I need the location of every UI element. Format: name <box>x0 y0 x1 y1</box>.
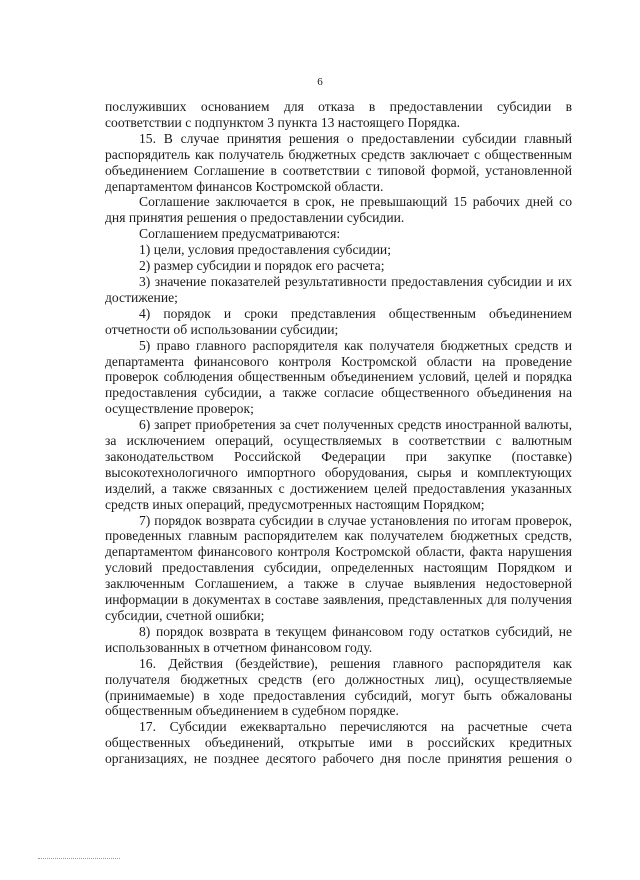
paragraph-item-15: 15. В случае принятия решения о предоставлении субсидии главный распорядитель как получатель бюджетных средств заключает с общественным объединением Соглашение в соответствии с типовой формой, установленной департаментом финансов Костромской области. <box>105 130 572 194</box>
paragraph-item-17: 17. Субсидии ежеквартально перечисляются на расчетные счета общественных объединений, открытые ими в российских кредитных организациях, не позднее десятого рабочего дня после принятия решения о <box>105 719 572 767</box>
list-item-5: 5) право главного распорядителя как получателя бюджетных средств и департамента финансового контроля Костромской области на проведение проверок соблюдения общественным объединением условий, целей и порядка предоставления субсидии, а также согласие общественного объединения на осуществление проверок; <box>105 337 572 417</box>
footer-divider <box>38 858 120 859</box>
list-item-7: 7) порядок возврата субсидии в случае установления по итогам проверок, проведенных главным распорядителем как получателем бюджетных средств, департаментом финансового контроля Костромской области, факта нарушения условий предоставления субсидии, определенных настоящим Порядком и заключенным Соглашением, а также в случае выявления недостоверной информации в документах в составе заявления, представленных для получения субсидии, счетной ошибки; <box>105 512 572 623</box>
paragraph-agreement-provisions: Соглашением предусматриваются: <box>139 226 341 242</box>
page-number: 6 <box>317 76 323 88</box>
list-item-3: 3) значение показателей результативности предоставления субсидии и их достижение; <box>105 273 572 305</box>
document-body <box>105 99 572 767</box>
list-item-2: 2) размер субсидии и порядок его расчета; <box>139 258 385 274</box>
paragraph-continuation: послуживших основанием для отказа в предоставлении субсидии в соответствии с подпунктом 3 пункта 13 настоящего Порядка. <box>105 99 572 130</box>
paragraph-agreement-term: Соглашение заключается в срок, не превышающий 15 рабочих дней со дня принятия решения о предоставлении субсидии. <box>105 194 572 226</box>
list-item-8: 8) порядок возврата в текущем финансовом году остатков субсидий, не использованных в отчетном финансовом году. <box>105 623 572 655</box>
paragraph-item-16: 16. Действия (бездействие), решения главного распорядителя как получателя бюджетных средств (его должностных лиц), осуществляемые (принимаемые) в ходе предоставления субсидий, могут быть обжалованы общественным объединением в судебном порядке. <box>105 655 572 719</box>
list-item-1: 1) цели, условия предоставления субсидии; <box>139 242 391 258</box>
list-item-6: 6) запрет приобретения за счет полученных средств иностранной валюты, за исключением операций, осуществляемых в соответствии с валютным законодательством Российской Федерации при закупке (поставке) высокотехнологичного импортного оборудования, сырья и комплектующих изделий, а также связанных с достижением целей предоставления указанных средств иных операций, предусмотренных настоящим Порядком; <box>105 417 572 512</box>
list-item-4: 4) порядок и сроки представления общественным объединением отчетности об использовании субсидии; <box>105 305 572 337</box>
